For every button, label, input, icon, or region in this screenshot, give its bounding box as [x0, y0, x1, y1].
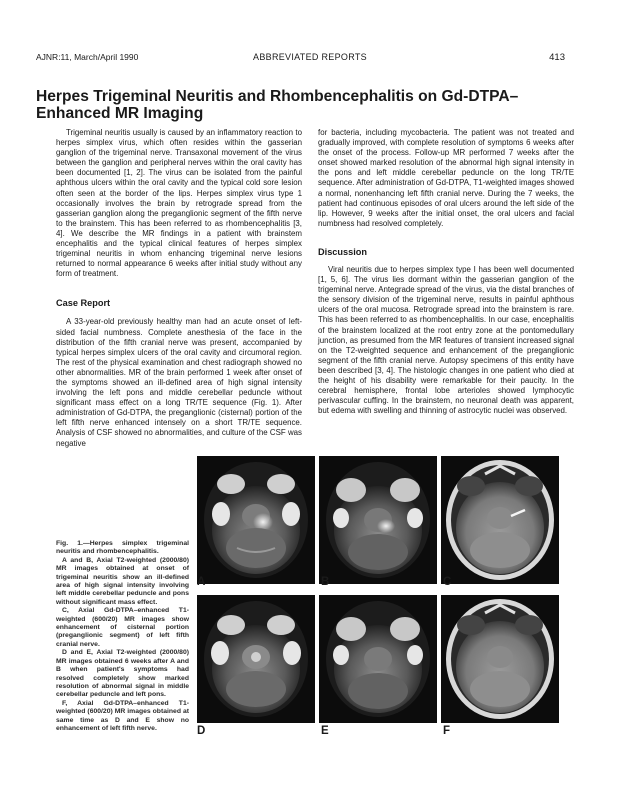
panel-label-a: A: [197, 576, 206, 588]
figure-caption: [56, 540, 189, 733]
panel-label-e: E: [321, 725, 329, 737]
discussion-heading: Discussion: [318, 246, 368, 257]
panel-label-b: B: [321, 576, 330, 588]
panel-label-d: D: [197, 725, 206, 737]
journal-citation: AJNR:11, March/April 1990: [36, 52, 139, 62]
mri-panel-e: [319, 595, 437, 723]
caption-title: Fig. 1.—Herpes simplex trigeminal neuritis and rhombencephalitis.: [56, 540, 189, 556]
caption-c: C, Axial Gd-DTPA–enhanced T1-weighted (600/20) MR images show enhancement of cisternal portion (preganglionic segment) of left fifth cranial nerve.: [56, 607, 189, 648]
caption-ab: A and B, Axial T2-weighted (2000/80) MR images obtained at onset of trigeminal neuritis show an ill-defined area of high signal intensity involving left middle cerebellar peduncle and pons without significant mass effect.: [56, 556, 189, 606]
mri-panel-b: [319, 456, 437, 584]
discussion-paragraph: Viral neuritis due to herpes simplex type I has been well documented [1, 5, 6]. The virus lies dormant within the gasserian ganglion of the trigeminal nerve. Antegrade spread of the virus, via the distal branches of the sensory division of the trigeminal nerve, results in painful aphthous ulcers of the oral mucosa. Retrograde spread into the brainstem is rare. This has been referred to as rhombencephalitis. In our case, encephalitis of the brainstem localized at the root entry zone at the pontomedullary junction, as presumed from the MR features of transient increased signal on the T2-weighted sequence and enhancement of the preganglionic segment of the fifth cranial nerve. Autopsy specimens of this entity have been described [3, 4]. The histologic changes in one patient who died at the height of his disability were remarkable for their paucity. In the cerebral hemisphere, frontal lobe arterioles showed lymphocytic perivascular cuffing. In the brainstem, no neuronal death was apparent, but edema with swelling and thinning of astrocytic nuclei was observed.: [318, 264, 574, 416]
mri-panel-a: [197, 456, 315, 584]
mri-panel-d: [197, 595, 315, 723]
mri-panel-f: [441, 595, 559, 723]
case-report-continued: for bacteria, including mycobacteria. The patient was not treated and gradually improved, with complete resolution of symptoms 6 weeks after the onset of the process. Follow-up MR performed 7 weeks after the onset showed marked resolution of the abnormal high signal intensity in the pons and left middle cerebellar peduncle on the long TR/TE sequence. After administration of Gd-DTPA, T1-weighted images showed a normal, nonenhancing left fifth cranial nerve. During the 7 weeks, the patient had continuous episodes of oral ulcers around the left side of the lip. However, 9 weeks after the initial onset, the oral ulcers and facial numbness had resolved completely.: [318, 128, 574, 228]
page-number: 413: [549, 52, 565, 63]
left-column: [56, 128, 302, 449]
mri-panel-c: [441, 456, 559, 584]
caption-de: D and E, Axial T2-weighted (2000/80) MR images obtained 6 weeks after A and B when patient's symptoms had resolved completely show marked resolution of abnormal signal in middle cerebellar peduncle and left pons.: [56, 649, 189, 699]
right-column: [318, 128, 574, 416]
panel-label-c: C: [443, 576, 452, 588]
case-report-paragraph: A 33-year-old previously healthy man had an acute onset of left-sided facial numbness. Complete anesthesia of the face in the distribution of the fifth cranial nerve was present, accompanied by typical herpes simplex ulcers of the oral cavity and circumoral region. The rest of the physical examination and chest radiograph showed no other abnormalities. MR of the brain performed 1 week after onset of the symptoms showed an ill-defined area of high signal intensity involving the left pons and middle cerebellar peduncle without significant mass effect on a long TR/TE sequence (Fig. 1). After administration of Gd-DTPA, the preganglionic (cisternal) portion of the left fifth nerve enhanced intensely on a short TR/TE sequence. Analysis of CSF showed no abnormalities, and culture of the CSF was negative: [56, 317, 302, 448]
article-title: Herpes Trigeminal Neuritis and Rhombencephalitis on Gd-DTPA–Enhanced MR Imaging: [36, 88, 519, 122]
intro-paragraph: Trigeminal neuritis usually is caused by an inflammatory reaction to herpes simplex virus, which often resides within the gasserian ganglion of the trigeminal nerve. Transaxonal movement of the virus between the ganglion and peripheral nerves within the oral cavity has been documented [1, 2]. The virus can be isolated from the painful aphthous ulcers within the oral cavity and the typical cold sore lesion often seen at the border of the lips. Herpes simplex virus type 1 occasionally involves the brain by retrograde spread from the gasserian ganglion along the preganglionic segment of the fifth nerve to the brainstem. This has been referred to as rhombencephalitis [3, 4]. We describe the MR findings in a patient with brainstem encephalitis and the typical clinical features of herpes simplex trigeminal neuritis in whom enhancing trigeminal nerve lesions returned to normal appearance 6 weeks after initial study without any form of treatment.: [56, 128, 302, 279]
caption-f: F, Axial Gd-DTPA–enhanced T1-weighted (600/20) MR images obtained at same time as D and E show no enhancement of left fifth nerve.: [56, 699, 189, 732]
section-name: ABBREVIATED REPORTS: [253, 52, 367, 62]
case-report-heading: Case Report: [56, 298, 111, 309]
panel-label-f: F: [443, 725, 451, 737]
